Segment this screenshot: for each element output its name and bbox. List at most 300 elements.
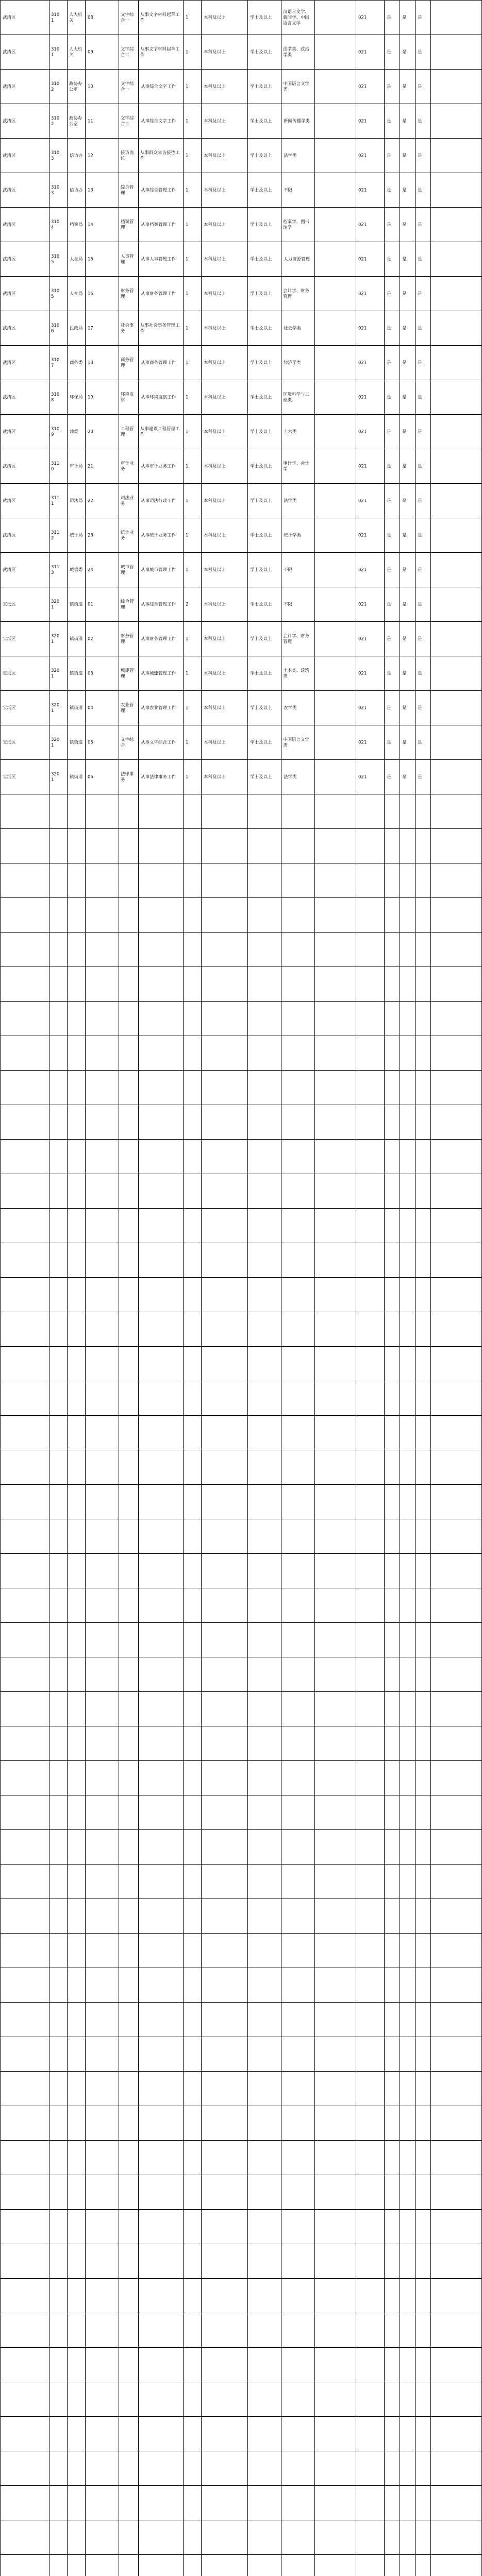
cell-edu: 本科及以上 xyxy=(204,188,226,193)
cell-code-line: 2 xyxy=(51,122,54,127)
cell-code-line: 1 xyxy=(51,605,54,610)
cell-w: 是 xyxy=(387,49,391,55)
cell-num: 1 xyxy=(186,326,189,331)
cell-dept: 档案局 xyxy=(70,222,83,228)
cell-district: 武清区 xyxy=(3,567,16,573)
cell-num: 1 xyxy=(186,636,189,642)
cell-pcode: 04 xyxy=(88,705,93,711)
cell-code-line: 6 xyxy=(51,329,54,334)
cell-degree: 学士及以上 xyxy=(250,705,272,711)
cell-district: 武清区 xyxy=(3,533,16,538)
cell-i: 是 xyxy=(402,740,407,745)
cell-degree: 学士及以上 xyxy=(250,118,272,124)
cell-num: 1 xyxy=(186,567,189,573)
cell-code-line: 1 xyxy=(51,501,54,506)
cell-position-line: 法律事 xyxy=(121,772,134,777)
cell-position-line: 城市管 xyxy=(121,565,134,570)
cell-dept-line: 政协办 xyxy=(69,116,82,121)
cell-dept: 统计局 xyxy=(70,533,83,538)
cell-edu: 本科及以上 xyxy=(204,257,226,262)
cell-position-line: 务 xyxy=(121,536,125,541)
cell-code-line: 310 xyxy=(51,185,60,190)
cell-i: 是 xyxy=(402,464,407,469)
cell-num: 1 xyxy=(186,464,189,469)
cell-w: 是 xyxy=(387,153,391,159)
cell-position-line: 理 xyxy=(121,363,125,368)
cell-cat: 021 xyxy=(358,671,367,676)
cell-code-line: 1 xyxy=(51,743,54,748)
cell-major: 不限 xyxy=(284,567,293,573)
cell-code-line: 1 xyxy=(51,18,54,23)
cell-position-line: 文字综 xyxy=(121,116,134,121)
cell-desc: 从事城市管理工作 xyxy=(141,567,176,573)
cell-major: 法学类 xyxy=(284,498,297,504)
cell-position-line: 理 xyxy=(121,191,125,196)
cell-w: 是 xyxy=(387,395,391,400)
cell-edu: 本科及以上 xyxy=(204,705,226,711)
cell-w: 是 xyxy=(387,118,391,124)
cell-w: 是 xyxy=(387,774,391,780)
cell-major: 人力资源管理 xyxy=(284,257,310,262)
cell-m: 是 xyxy=(418,671,422,676)
cell-major-line: 土木类、建筑 xyxy=(283,668,310,673)
cell-i: 是 xyxy=(402,188,407,193)
cell-desc: 从事法律事务工作 xyxy=(141,774,176,780)
cell-code-line: 310 xyxy=(51,219,60,225)
cell-w: 是 xyxy=(387,429,391,435)
cell-cat: 021 xyxy=(358,498,367,504)
cell-pcode: 21 xyxy=(88,464,93,469)
cell-dept-line: 关 xyxy=(69,53,74,58)
cell-dept: 民政局 xyxy=(70,326,83,331)
cell-w: 是 xyxy=(387,636,391,642)
cell-w: 是 xyxy=(387,84,391,90)
cell-major-line: 审计学、会计 xyxy=(283,461,310,466)
cell-dept: 镇街道 xyxy=(70,671,83,676)
cell-code-line: 310 xyxy=(51,81,60,87)
cell-code-line: 4 xyxy=(51,225,54,230)
cell-code-line: 1 xyxy=(51,53,54,58)
cell-edu: 本科及以上 xyxy=(204,740,226,745)
cell-w: 是 xyxy=(387,498,391,504)
cell-w: 是 xyxy=(387,326,391,331)
cell-m: 是 xyxy=(418,291,422,297)
cell-position-line: 文字综 xyxy=(121,737,134,742)
cell-edu: 本科及以上 xyxy=(204,222,226,228)
cell-pcode: 15 xyxy=(88,257,93,262)
cell-code-line: 5 xyxy=(51,260,54,265)
cell-cat: 021 xyxy=(358,740,367,745)
cell-position-line: 理 xyxy=(121,294,125,299)
cell-code-line: 5 xyxy=(51,294,54,299)
cell-cat: 021 xyxy=(358,774,367,780)
cell-position-line: 合二 xyxy=(121,122,130,127)
cell-num: 1 xyxy=(186,153,189,159)
cell-cat: 021 xyxy=(358,15,367,21)
cell-m: 是 xyxy=(418,395,422,400)
cell-major-line: 类 xyxy=(283,87,288,92)
cell-major: 土木类 xyxy=(284,429,297,435)
cell-i: 是 xyxy=(402,326,407,331)
cell-pcode: 22 xyxy=(88,498,93,504)
cell-desc-line: 从事文字材料起草工 xyxy=(140,12,180,18)
cell-code-line: 320 xyxy=(51,703,60,708)
cell-desc-line: 作 xyxy=(140,432,145,437)
cell-code-line: 310 xyxy=(51,254,60,259)
cell-m: 是 xyxy=(418,326,422,331)
cell-cat: 021 xyxy=(358,257,367,262)
cell-num: 1 xyxy=(186,705,189,711)
cell-district: 武清区 xyxy=(3,326,16,331)
cell-district: 武清区 xyxy=(3,395,16,400)
cell-m: 是 xyxy=(418,429,422,435)
cell-desc: 从事档案管理工作 xyxy=(141,222,176,228)
cell-cat: 021 xyxy=(358,464,367,469)
cell-district: 宝坻区 xyxy=(3,705,16,711)
cell-pcode: 08 xyxy=(88,15,93,21)
cell-m: 是 xyxy=(418,84,422,90)
cell-degree: 学士及以上 xyxy=(250,671,272,676)
cell-edu: 本科及以上 xyxy=(204,671,226,676)
cell-major: 统计学类 xyxy=(284,533,302,538)
cell-edu: 本科及以上 xyxy=(204,567,226,573)
cell-major: 不限 xyxy=(284,188,293,193)
cell-code-line: 310 xyxy=(51,150,60,156)
cell-w: 是 xyxy=(387,533,391,538)
cell-position-line: 合 xyxy=(121,743,125,748)
cell-i: 是 xyxy=(402,671,407,676)
cell-degree: 学士及以上 xyxy=(250,326,272,331)
cell-major: 新闻传播学类 xyxy=(284,118,310,124)
cell-i: 是 xyxy=(402,360,407,366)
cell-major-line: 管理 xyxy=(283,639,292,645)
cell-position-line: 人事管 xyxy=(121,254,134,259)
cell-district: 宝坻区 xyxy=(3,636,16,642)
cell-desc: 从事综合文字工作 xyxy=(141,118,176,124)
cell-degree: 学士及以上 xyxy=(250,636,272,642)
table-cells xyxy=(3,9,422,783)
cell-cat: 021 xyxy=(358,705,367,711)
cell-num: 1 xyxy=(186,740,189,745)
cell-position-line: 环境监 xyxy=(121,392,134,397)
cell-degree: 学士及以上 xyxy=(250,740,272,745)
cell-major-line: 汉语言文学、 xyxy=(283,9,310,15)
cell-i: 是 xyxy=(402,636,407,642)
cell-num: 1 xyxy=(186,360,189,366)
cell-m: 是 xyxy=(418,49,422,55)
cell-code-line: 320 xyxy=(51,634,60,639)
cell-dept: 信访办 xyxy=(70,153,83,159)
cell-major-line: 会计学、财务 xyxy=(283,634,310,639)
cell-dept: 镇街道 xyxy=(70,602,83,607)
cell-w: 是 xyxy=(387,360,391,366)
cell-degree: 学士及以上 xyxy=(250,602,272,607)
cell-edu: 本科及以上 xyxy=(204,774,226,780)
cell-code-line: 311 xyxy=(51,530,60,535)
cell-pcode: 18 xyxy=(88,360,93,366)
cell-m: 是 xyxy=(418,740,422,745)
cell-w: 是 xyxy=(387,671,391,676)
cell-major-line: 管理 xyxy=(283,294,292,299)
cell-i: 是 xyxy=(402,84,407,90)
cell-desc: 从事审计业务工作 xyxy=(141,464,176,469)
cell-pcode: 20 xyxy=(88,429,93,435)
cell-desc: 从事环境监察工作 xyxy=(141,395,176,400)
cell-w: 是 xyxy=(387,602,391,607)
cell-edu: 本科及以上 xyxy=(204,326,226,331)
cell-major: 法学类 xyxy=(284,153,297,159)
cell-district: 宝坻区 xyxy=(3,602,16,607)
cell-code-line: 310 xyxy=(51,392,60,397)
cell-position-line: 合一 xyxy=(121,18,130,23)
cell-w: 是 xyxy=(387,222,391,228)
cell-dept: 建委 xyxy=(70,429,79,435)
cell-num: 1 xyxy=(186,257,189,262)
cell-dept: 镇街道 xyxy=(70,774,83,780)
cell-w: 是 xyxy=(387,567,391,573)
cell-dept: 镇街道 xyxy=(70,636,83,642)
cell-m: 是 xyxy=(418,15,422,21)
cell-district: 武清区 xyxy=(3,84,16,90)
cell-num: 1 xyxy=(186,291,189,297)
cell-district: 武清区 xyxy=(3,429,16,435)
cell-position-line: 务 xyxy=(121,777,125,783)
cell-degree: 学士及以上 xyxy=(250,257,272,262)
cell-dept-line: 人大机 xyxy=(69,47,82,52)
cell-m: 是 xyxy=(418,360,422,366)
cell-position-line: 审计业 xyxy=(121,461,134,466)
cell-num: 1 xyxy=(186,774,189,780)
cell-code-line: 310 xyxy=(51,358,60,363)
cell-num: 1 xyxy=(186,533,189,538)
cell-cat: 021 xyxy=(358,222,367,228)
cell-i: 是 xyxy=(402,498,407,504)
cell-position-line: 社会事 xyxy=(121,323,134,328)
cell-pcode: 03 xyxy=(88,671,93,676)
cell-code-line: 320 xyxy=(51,772,60,777)
cell-position-line: 理 xyxy=(121,570,125,575)
cell-major: 不限 xyxy=(284,602,293,607)
cell-w: 是 xyxy=(387,291,391,297)
cell-pcode: 01 xyxy=(88,602,93,607)
cell-code-line: 1 xyxy=(51,639,54,645)
cell-m: 是 xyxy=(418,464,422,469)
cell-degree: 学士及以上 xyxy=(250,84,272,90)
cell-pcode: 24 xyxy=(88,567,93,573)
cell-dept: 人社局 xyxy=(70,291,83,297)
cell-edu: 本科及以上 xyxy=(204,395,226,400)
cell-num: 1 xyxy=(186,84,189,90)
cell-desc: 从事农业管理工作 xyxy=(141,705,176,711)
cell-major: 经济学类 xyxy=(284,360,302,366)
cell-dept: 司法局 xyxy=(70,498,83,504)
cell-code-line: 311 xyxy=(51,461,60,466)
cell-pcode: 10 xyxy=(88,84,93,90)
cell-position-line: 城建管 xyxy=(121,668,134,673)
cell-desc-line: 从事社会事务管理工 xyxy=(140,323,180,328)
cell-dept: 镇街道 xyxy=(70,705,83,711)
cell-dept: 信访办 xyxy=(70,188,83,193)
cell-desc-line: 作 xyxy=(140,329,145,334)
cell-edu: 本科及以上 xyxy=(204,84,226,90)
cell-w: 是 xyxy=(387,740,391,745)
cell-pcode: 16 xyxy=(88,291,93,297)
cell-m: 是 xyxy=(418,188,422,193)
cell-edu: 本科及以上 xyxy=(204,360,226,366)
cell-w: 是 xyxy=(387,257,391,262)
cell-pcode: 09 xyxy=(88,49,93,55)
cell-code-line: 310 xyxy=(51,323,60,328)
cell-position-line: 理 xyxy=(121,605,125,610)
cell-edu: 本科及以上 xyxy=(204,291,226,297)
cell-cat: 021 xyxy=(358,291,367,297)
cell-edu: 本科及以上 xyxy=(204,15,226,21)
cell-dept: 审计局 xyxy=(70,464,83,469)
cell-code-line: 310 xyxy=(51,12,60,18)
cell-pcode: 06 xyxy=(88,774,93,780)
cell-code-line: 3 xyxy=(51,570,54,575)
cell-desc: 从事商务管理工作 xyxy=(141,360,176,366)
cell-pcode: 05 xyxy=(88,740,93,745)
cell-position-line: 理 xyxy=(121,260,125,265)
cell-edu: 本科及以上 xyxy=(204,533,226,538)
cell-code-line: 1 xyxy=(51,777,54,783)
cell-cat: 021 xyxy=(358,153,367,159)
cell-desc-line: 从事群众来访接待工 xyxy=(140,150,180,156)
cell-major-line: 学 xyxy=(283,467,288,472)
cell-code-line: 7 xyxy=(51,363,54,368)
cell-code-line: 310 xyxy=(51,289,60,294)
cell-i: 是 xyxy=(402,705,407,711)
cell-degree: 学士及以上 xyxy=(250,464,272,469)
cell-dept-line: 人大机 xyxy=(69,12,82,18)
cell-pcode: 19 xyxy=(88,395,93,400)
cell-code-line: 1 xyxy=(51,708,54,714)
cell-code-line: 311 xyxy=(51,496,60,501)
cell-position-line: 理 xyxy=(121,674,125,679)
cell-district: 武清区 xyxy=(3,118,16,124)
cell-position-line: 财务管 xyxy=(121,289,134,294)
cell-degree: 学士及以上 xyxy=(250,188,272,193)
cell-dept-line: 公室 xyxy=(69,87,78,92)
cell-position-line: 务 xyxy=(121,467,125,472)
cell-cat: 021 xyxy=(358,49,367,55)
cell-desc-line: 作 xyxy=(140,156,145,161)
cell-num: 1 xyxy=(186,395,189,400)
cell-m: 是 xyxy=(418,705,422,711)
cell-cat: 021 xyxy=(358,533,367,538)
cell-edu: 本科及以上 xyxy=(204,464,226,469)
cell-major-line: 新闻学、中国 xyxy=(283,15,310,21)
cell-num: 1 xyxy=(186,498,189,504)
cell-cat: 021 xyxy=(358,602,367,607)
cell-edu: 本科及以上 xyxy=(204,118,226,124)
cell-m: 是 xyxy=(418,636,422,642)
cell-position-line: 理 xyxy=(121,708,125,714)
cell-major-line: 中国语言文学 xyxy=(283,737,310,742)
cell-position-line: 合二 xyxy=(121,53,130,58)
cell-cat: 021 xyxy=(358,118,367,124)
cell-degree: 学士及以上 xyxy=(250,153,272,159)
cell-edu: 本科及以上 xyxy=(204,498,226,504)
cell-w: 是 xyxy=(387,464,391,469)
cell-code-line: 310 xyxy=(51,116,60,121)
cell-position-line: 财务管 xyxy=(121,634,134,639)
cell-i: 是 xyxy=(402,153,407,159)
cell-pcode: 23 xyxy=(88,533,93,538)
cell-district: 武清区 xyxy=(3,360,16,366)
cell-code-line: 310 xyxy=(51,427,60,432)
cell-code-line: 320 xyxy=(51,668,60,673)
cell-degree: 学士及以上 xyxy=(250,222,272,228)
cell-desc-line: 从事建设工程管理工 xyxy=(140,427,180,432)
cell-pcode: 11 xyxy=(88,118,93,124)
cell-edu: 本科及以上 xyxy=(204,153,226,159)
cell-cat: 021 xyxy=(358,567,367,573)
cell-district: 宝坻区 xyxy=(3,671,16,676)
cell-pcode: 12 xyxy=(88,153,93,159)
cell-num: 1 xyxy=(186,222,189,228)
cell-major-line: 馆学 xyxy=(283,225,292,230)
cell-major-line: 会计学、财务 xyxy=(283,289,310,294)
cell-code-line: 8 xyxy=(51,398,54,403)
cell-position-line: 文字综 xyxy=(121,12,134,18)
cell-position-line: 务 xyxy=(121,501,125,506)
cell-position-line: 文字综 xyxy=(121,47,134,52)
cell-i: 是 xyxy=(402,567,407,573)
cell-desc: 从事财务管理工作 xyxy=(141,291,176,297)
cell-desc: 从事城建管理工作 xyxy=(141,671,176,676)
cell-num: 1 xyxy=(186,118,189,124)
cell-major: 农学类 xyxy=(284,705,297,711)
cell-i: 是 xyxy=(402,15,407,21)
cell-i: 是 xyxy=(402,222,407,228)
cell-district: 武清区 xyxy=(3,49,16,55)
cell-edu: 本科及以上 xyxy=(204,49,226,55)
cell-degree: 学士及以上 xyxy=(250,395,272,400)
cell-degree: 学士及以上 xyxy=(250,15,272,21)
cell-position-line: 档案管 xyxy=(121,219,134,225)
cell-desc: 从事综合管理工作 xyxy=(141,602,176,607)
cell-cat: 021 xyxy=(358,188,367,193)
cell-num: 2 xyxy=(186,602,189,607)
cell-major-line: 类 xyxy=(283,674,288,679)
cell-position-line: 统计业 xyxy=(121,530,134,535)
cell-cat: 021 xyxy=(358,360,367,366)
cell-position-line: 司法业 xyxy=(121,496,134,501)
cell-pcode: 02 xyxy=(88,636,93,642)
cell-degree: 学士及以上 xyxy=(250,360,272,366)
cell-edu: 本科及以上 xyxy=(204,429,226,435)
cell-i: 是 xyxy=(402,395,407,400)
cell-code-line: 320 xyxy=(51,599,60,604)
cell-dept-line: 政协办 xyxy=(69,81,82,87)
cell-num: 1 xyxy=(186,49,189,55)
cell-num: 1 xyxy=(186,15,189,21)
cell-dept: 城管委 xyxy=(70,567,83,573)
cell-desc: 从事统计业务工作 xyxy=(141,533,176,538)
cell-desc: 从事综合文字工作 xyxy=(141,84,176,90)
cell-position-line: 综合管 xyxy=(121,185,134,190)
cell-district: 武清区 xyxy=(3,222,16,228)
cell-district: 武清区 xyxy=(3,15,16,21)
cell-w: 是 xyxy=(387,15,391,21)
cell-edu: 本科及以上 xyxy=(204,636,226,642)
cell-position-line: 文字综 xyxy=(121,81,134,87)
cell-code-line: 2 xyxy=(51,536,54,541)
cell-major-line: 类 xyxy=(283,743,288,748)
cell-position-line: 务 xyxy=(121,329,125,334)
